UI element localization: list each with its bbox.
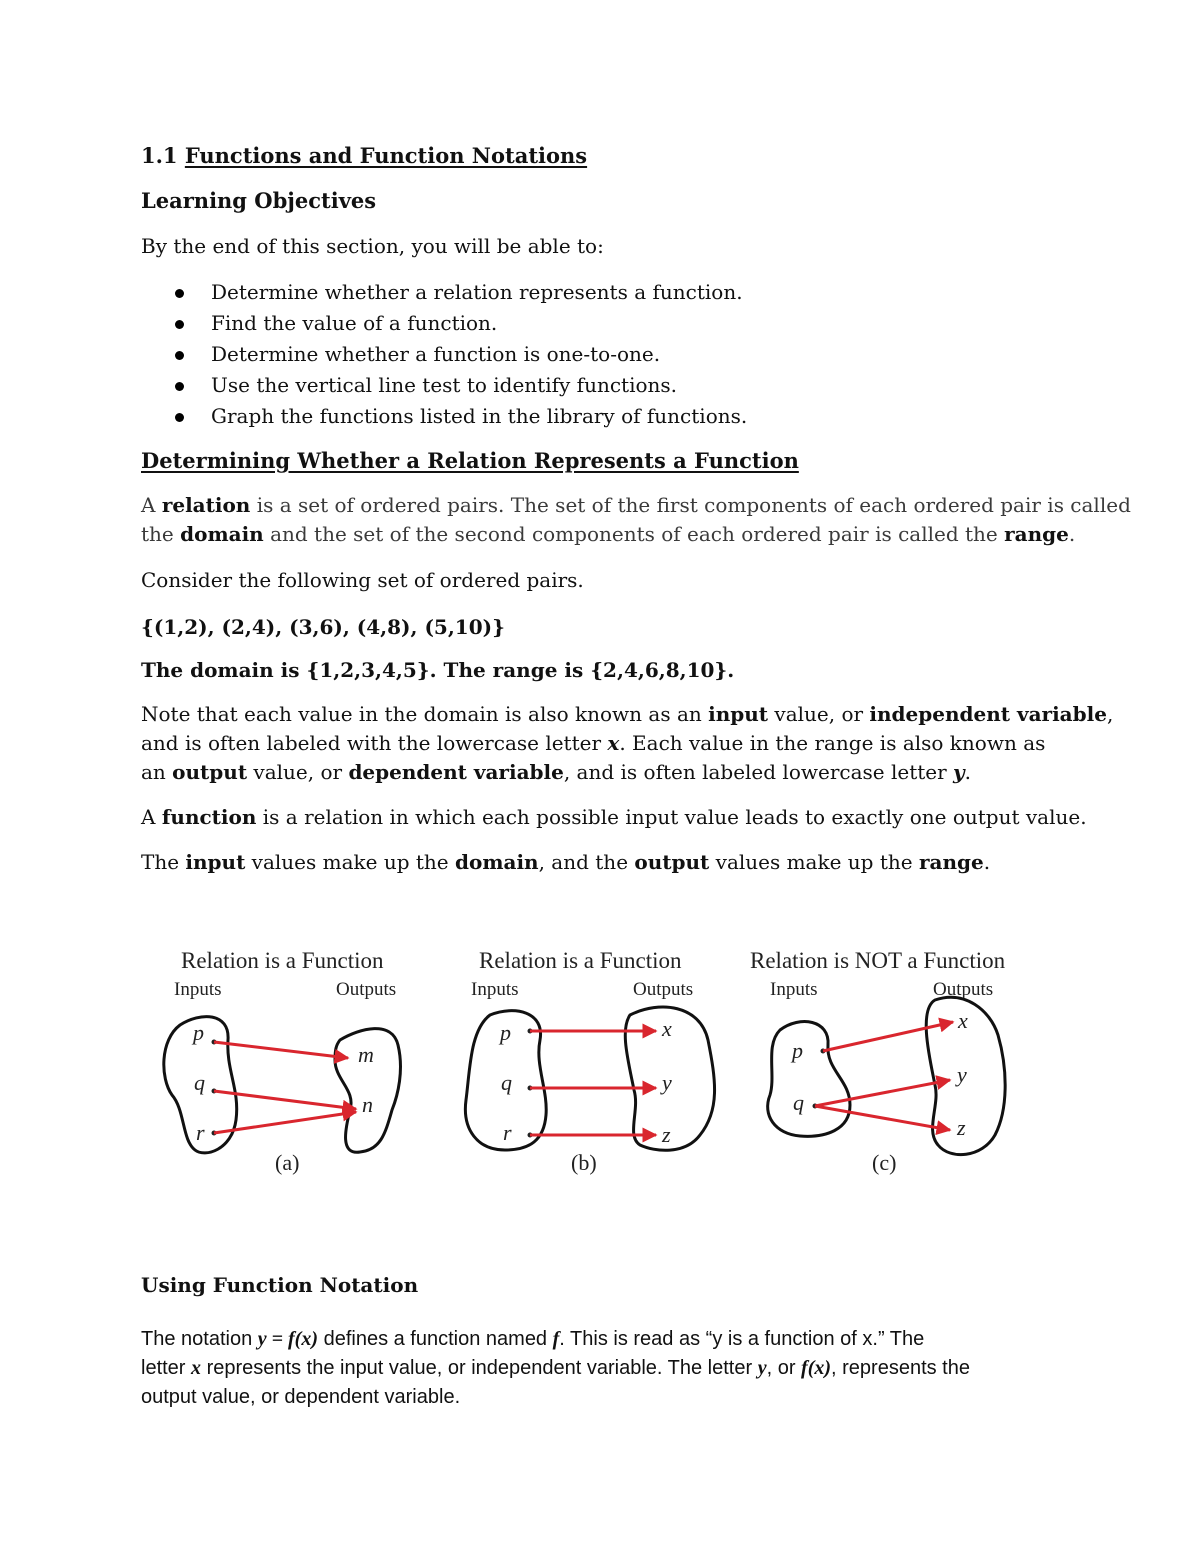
- panel-b-inputs-label: Inputs: [471, 979, 519, 1000]
- panel-a-letter-m: m: [358, 1042, 374, 1067]
- panel-a-outputs-label: Outputs: [336, 979, 397, 1000]
- relation-definition: A relation is a set of ordered pairs. The set of the first components of each ordered pair is called the domain and the set of the second components of each ordered pair is called the range.: [141, 493, 1131, 546]
- panel-b-letter-q: q: [501, 1070, 512, 1095]
- section-title: Functions and Function Notations: [184, 143, 588, 168]
- panel-b-letter-r: r: [503, 1120, 512, 1145]
- panel-c-letter-p: p: [792, 1038, 803, 1063]
- panel-a-letter-p: p: [193, 1020, 204, 1045]
- panel-c-letter-y: y: [957, 1062, 967, 1087]
- diagram-blobs: [164, 997, 1005, 1154]
- list-item: Find the value of a function.: [141, 308, 747, 339]
- consider-text: Consider the following set of ordered pairs.: [141, 568, 584, 592]
- panel-b-caption: (b): [571, 1150, 597, 1175]
- list-item: Use the vertical line test to identify functions.: [141, 370, 747, 401]
- panel-a-letter-n: n: [362, 1092, 373, 1117]
- learning-objectives-title: Learning Objectives: [141, 188, 377, 213]
- panel-c-letter-q: q: [793, 1090, 804, 1115]
- arrow-a-p-m: [214, 1042, 348, 1058]
- panel-b-letter-x: x: [662, 1016, 672, 1041]
- panel-a-letter-r: r: [196, 1120, 205, 1145]
- panel-c-input-blob: [768, 1022, 850, 1137]
- input-output-sentence: The input values make up the domain, and the output values make up the range.: [141, 850, 991, 874]
- relation-section-title: Determining Whether a Relation Represents a Function: [141, 448, 799, 473]
- arrow-c-p-x: [823, 1022, 953, 1051]
- panel-c-letter-x: x: [958, 1008, 968, 1033]
- panel-a-caption: (a): [275, 1150, 300, 1175]
- panel-b-title: Relation is a Function: [479, 948, 682, 973]
- diagram-letters: [191, 1008, 968, 1147]
- arrow-c-q-y: [815, 1080, 950, 1106]
- section-number: 1.1: [141, 143, 178, 168]
- function-definition: A function is a relation in which each possible input value leads to exactly one output value.: [141, 805, 1087, 829]
- panel-c-outputs-label: Outputs: [933, 979, 994, 1000]
- panel-a-letter-q: q: [194, 1070, 205, 1095]
- list-item: Determine whether a function is one-to-one.: [141, 339, 747, 370]
- list-item: Graph the functions listed in the library of functions.: [141, 401, 747, 432]
- panel-a-inputs-label: Inputs: [174, 979, 222, 1000]
- panel-c-caption: (c): [872, 1150, 897, 1175]
- panel-c-title: Relation is NOT a Function: [750, 948, 1006, 973]
- panel-a-title: Relation is a Function: [181, 948, 384, 973]
- ordered-pairs: {(1,2), (2,4), (3,6), (4,8), (5,10)}: [141, 615, 505, 639]
- domain-range-statement: The domain is {1,2,3,4,5}. The range is {2,4,6,8,10}.: [141, 658, 735, 682]
- panel-b-letter-y: y: [662, 1070, 672, 1095]
- arrow-c-q-z: [815, 1106, 950, 1130]
- panel-b-letter-p: p: [500, 1020, 511, 1045]
- function-notation-title: Using Function Notation: [141, 1273, 419, 1297]
- panel-b-outputs-label: Outputs: [633, 979, 694, 1000]
- panel-c-letter-z: z: [957, 1115, 966, 1140]
- panel-c-inputs-label: Inputs: [770, 979, 818, 1000]
- panel-b-letter-z: z: [662, 1122, 671, 1147]
- list-item: Determine whether a relation represents a function.: [141, 277, 747, 308]
- objectives-intro: By the end of this section, you will be able to:: [141, 234, 604, 258]
- function-notation-paragraph: The notation y = f(x) defines a function named f. This is read as “y is a function of x.” The letter x represents the input value, or independent variable. The letter y, or f(x), represents the output value, or dependent variable.: [141, 1328, 970, 1408]
- note-paragraph: Note that each value in the domain is also known as an input value, or independent variable, and is often labeled with the lowercase letter x. Each value in the range is also known as an output value, or dependent variable, and is often labeled lowercase letter y.: [141, 702, 1114, 784]
